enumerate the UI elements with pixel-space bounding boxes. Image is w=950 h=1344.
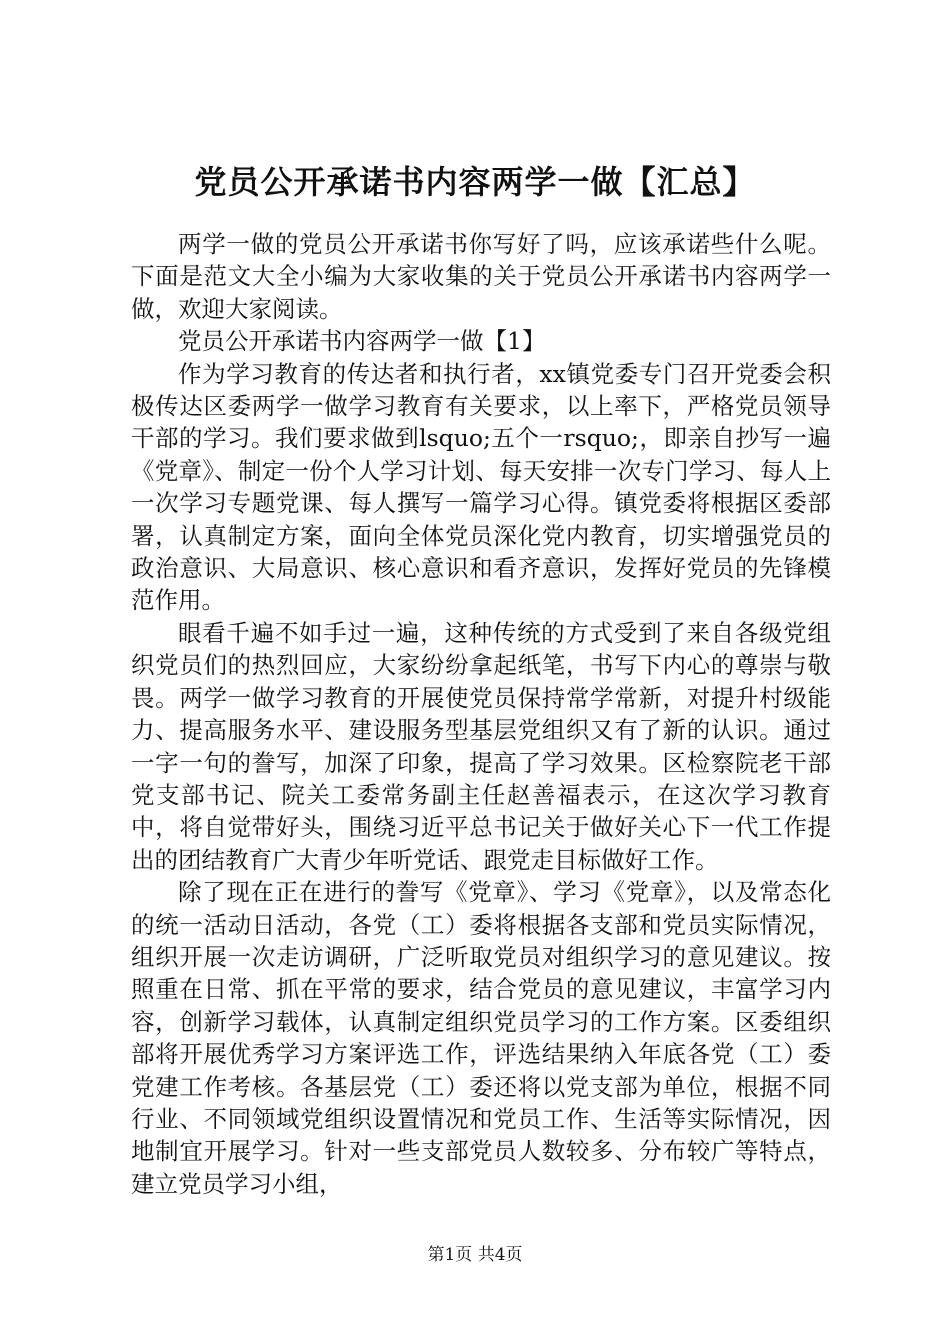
paragraph-intro: 两学一做的党员公开承诺书你写好了吗，应该承诺些什么呢。下面是范文大全小编为大家收集的关于党员公开承诺书内容两学一做，欢迎大家阅读。 bbox=[131, 230, 831, 323]
paragraph-2: 眼看千遍不如手过一遍，这种传统的方式受到了来自各级党组织党员们的热烈回应，大家纷纷拿起纸笔，书写下内心的尊崇与敬畏。两学一做学习教育的开展使党员保持常学常新，对提升村级能力、提高服务水平、建设服务型基层党组织又有了新的认识。通过一字一句的誊写，加深了印象，提高了学习效果。区检察院老干部党支部书记、院关工委常务副主任赵善福表示，在这次学习教育中，将自觉带好头，围绕习近平总书记关于做好关心下一代工作提出的团结教育广大青少年听党话、跟党走目标做好工作。 bbox=[131, 618, 831, 874]
page-number: 第1页 共4页 bbox=[427, 1245, 523, 1265]
section-heading: 党员公开承诺书内容两学一做【1】 bbox=[178, 327, 546, 356]
paragraph-1: 作为学习教育的传达者和执行者，xx镇党委专门召开党委会积极传达区委两学一做学习教育有关要求，以上率下，严格党员领导干部的学习。我们要求做到lsquo;五个一rsquo;，即亲自抄写一遍《党章》、制定一份个人学习计划、每天安排一次专门学习、每人上一次学习专题党课、每人撰写一篇学习心得。镇党委将根据区委部署，认真制定方案，面向全体党员深化党内教育，切实增强党员的政治意识、大局意识、核心意识和看齐意识，发挥好党员的先锋模范作用。 bbox=[131, 359, 831, 615]
document-body bbox=[131, 228, 831, 1200]
paragraph-3: 除了现在正在进行的誊写《党章》、学习《党章》，以及常态化的统一活动日活动，各党（工）委将根据各支部和党员实际情况，组织开展一次走访调研，广泛听取党员对组织学习的意见建议。按照重在日常、抓在平常的要求，结合党员的意见建议，丰富学习内容，创新学习载体，认真制定组织党员学习的工作方案。区委组织部将开展优秀学习方案评选工作，评选结果纳入年底各党（工）委党建工作考核。各基层党（工）委还将以党支部为单位，根据不同行业、不同领域党组织设置情况和党员工作、生活等实际情况，因地制宜开展学习。针对一些支部党员人数较多、分布较广等特点，建立党员学习小组， bbox=[131, 878, 831, 1198]
document-title: 党员公开承诺书内容两学一做【汇总】 bbox=[194, 163, 756, 201]
